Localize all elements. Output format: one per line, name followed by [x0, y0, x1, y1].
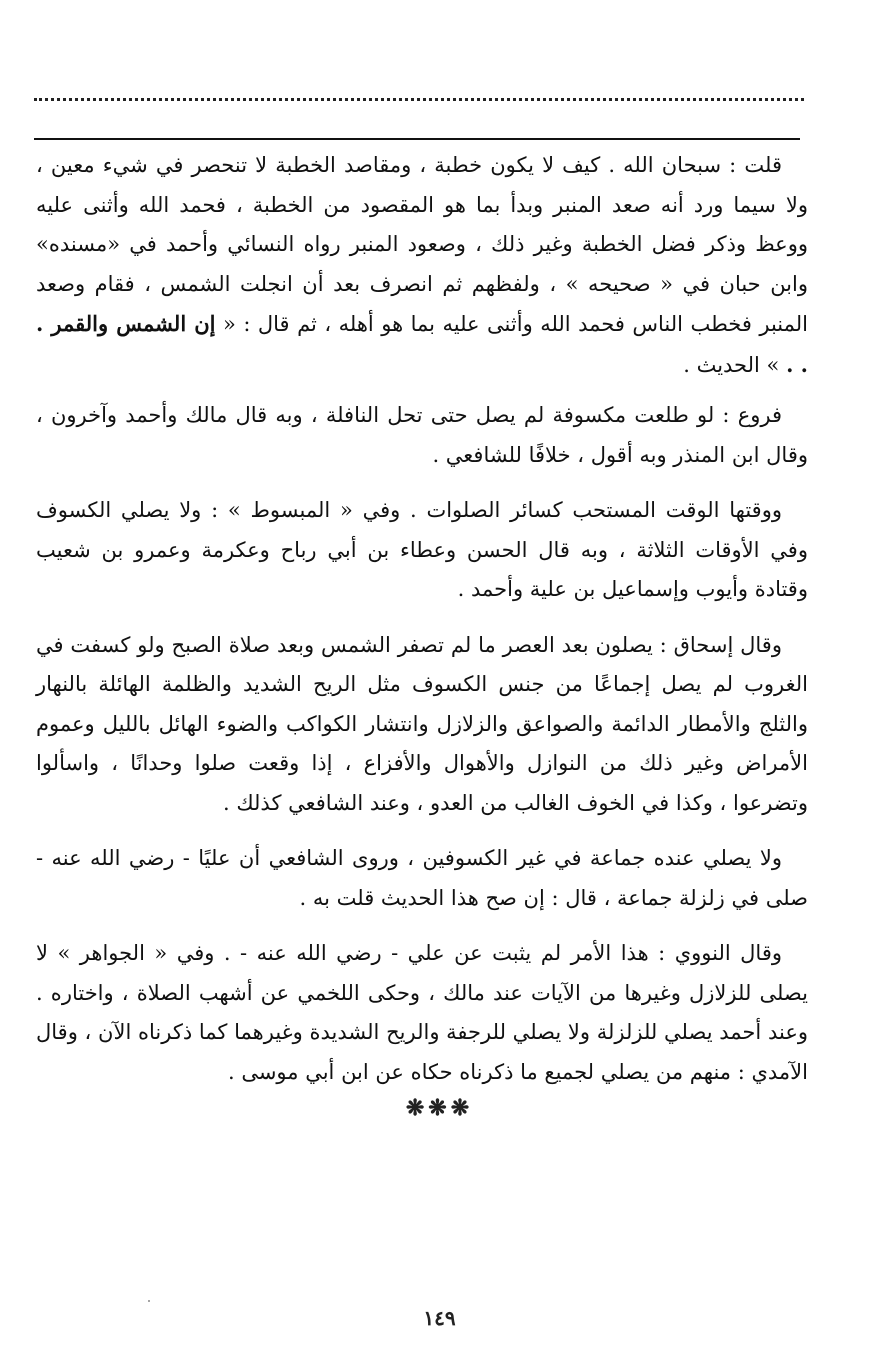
paragraph-waqt: ووقتها الوقت المستحب كسائر الصلوات . وفي « المبسوط » : ولا يصلي الكسوف وفي الأوقات الثلاثة ، وبه قال الحسن وعطاء بن أبي رباح وعكرمة وعمرو بن شعيب وقتادة وأيوب وإسماعيل بن علية وأحمد .: [36, 498, 808, 601]
page-number: ١٤٩: [423, 1306, 456, 1330]
body-text: [36, 146, 808, 1092]
top-dotted-separator: [34, 94, 804, 101]
footnote-rule: [34, 138, 800, 140]
paragraph-jamaa: ولا يصلي عنده جماعة في غير الكسوفين ، وروى الشافعي أن عليًا - رضي الله عنه - صلى في زلزلة جماعة ، قال : إن صح هذا الحديث قلت به .: [36, 846, 808, 910]
paragraph-nawawi: وقال النووي : هذا الأمر لم يثبت عن علي - رضي الله عنه - . وفي « الجواهر » لا يصلى للزلازل وغيرها من الآيات عند مالك ، وحكى اللخمي عن أشهب الصلاة ، واختاره . وعند أحمد يصلي للزلزلة ولا يصلي للرجفة والريح الشديدة وغيرهما كما ذكرناه الآن ، وقال الآمدي : منهم من يصلي لجميع ما ذكرناه حكاه عن ابن أبي موسى .: [36, 941, 808, 1084]
paragraph-furu: فروع : لو طلعت مكسوفة لم يصل حتى تحل النافلة ، وبه قال مالك وأحمد وآخرون ، وقال ابن المنذر وبه أقول ، خلافًا للشافعي .: [36, 403, 808, 467]
paragraph-qult-text: قلت : سبحان الله . كيف لا يكون خطبة ، ومقاصد الخطبة لا تنحصر في شيء معين ، ولا سيما ورد أنه صعد المنبر وبدأ بما هو المقصود من الخطبة ، فحمد الله وأثنى عليه ووعظ وذكر فضل الخطبة وغير ذلك ، وصعود المنبر رواه النسائي وأحمد في «مسنده» وابن حبان في « صحيحه » ، ولفظهم ثم انصرف بعد أن انجلت الشمس ، فقام وصعد المنبر فخطب الناس فحمد الله وأثنى عليه بما هو أهله ، ثم قال : «: [36, 153, 808, 336]
paragraph-qult: [36, 146, 808, 385]
section-ornament: ❋❋❋: [405, 1095, 474, 1121]
paragraph-ishaq: وقال إسحاق : يصلون بعد العصر ما لم تصفر الشمس وبعد صلاة الصبح ولو كسفت في الغروب لم يصل إجماعًا من جنس الكسوف مثل الريح الشديد والظلمة الهائلة بالنهار والثلج والأمطار الدائمة والصواعق والزلازل وانتشار الكواكب والضوء الهائل بالليل وعموم الأمراض وغير ذلك من النوازل والأهوال والأفزاع ، إذا وقعت صلوا وحدانًا ، واسألوا وتضرعوا ، وكذا في الخوف الغالب من العدو ، وعند الشافعي كذلك .: [36, 632, 808, 815]
paragraph-qult-tail: » الحديث .: [683, 352, 780, 377]
hadith-quote: إن الشمس والقمر . . .: [36, 311, 808, 377]
scan-speck: [148, 1300, 150, 1302]
